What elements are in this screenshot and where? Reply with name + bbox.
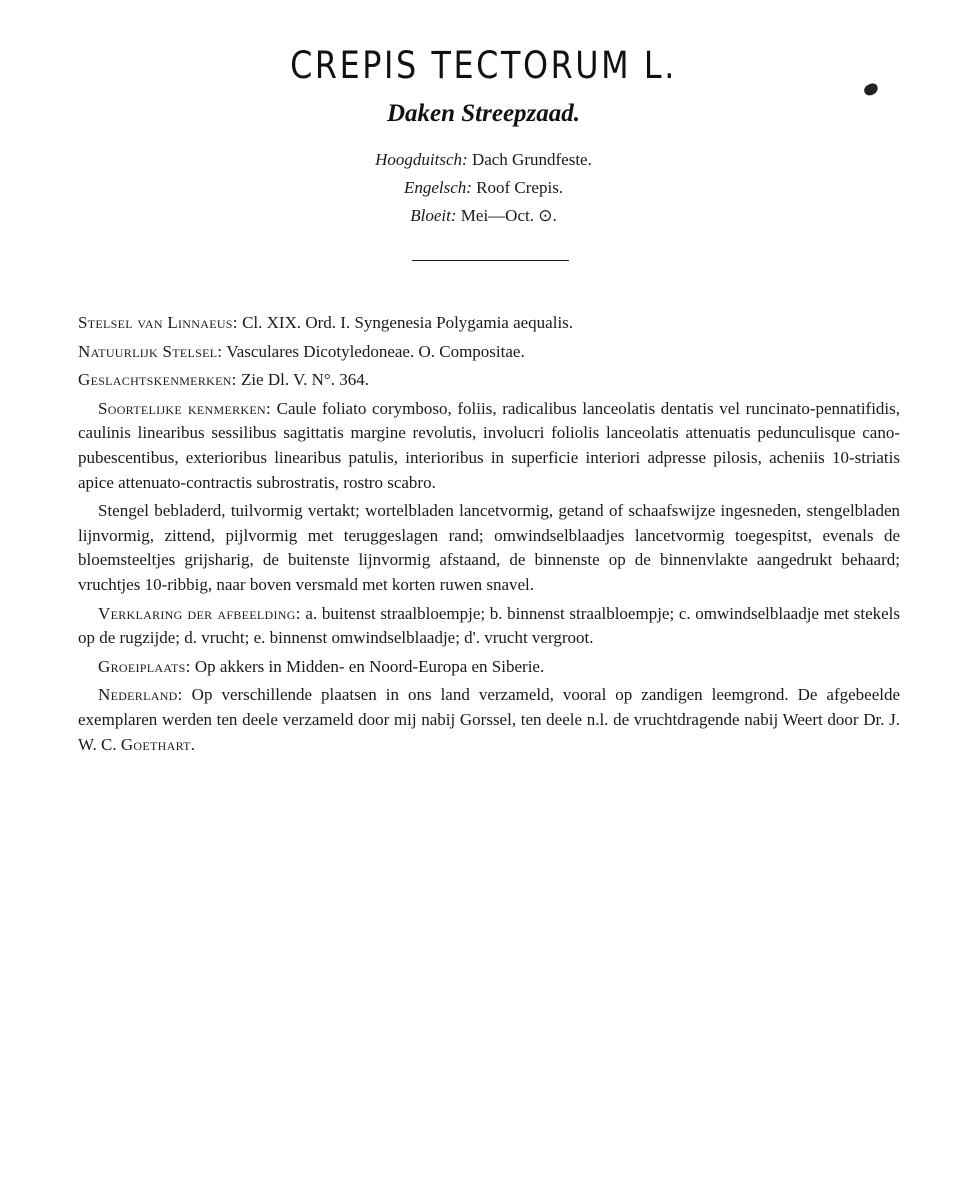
figure-text: a. buitenst straalbloempje; b. binnenst straalbloempje; c. omwindselblaadje met stekels op de rugzijde; d. vrucht; e. binnenst omwindselblaadje; d'. vrucht vergroot. — [78, 603, 901, 648]
page-title: CREPIS TECTORUM L. — [290, 44, 677, 87]
natural-system-text: Vasculares Dicotyledoneae. O. Compositae. — [226, 341, 525, 361]
german-name-line — [0, 146, 967, 174]
bloom-line — [0, 202, 967, 230]
habitat-label: Groeiplaats: — [98, 656, 191, 676]
genus-label: Geslachtskenmerken: — [78, 370, 237, 390]
linnaeus-text: Cl. XIX. Ord. I. Syngenesia Polygamia aequalis. — [242, 313, 574, 332]
description-body — [78, 311, 900, 757]
netherlands-text: Op verschillende plaatsen in ons land verzameld, vooral op zandigen leemgrond. De afgebeelde exemplaren werden ten deele verzameld door mij nabij Gorssel, ten deele n.l. de vruchtdragende nabij Weert door Dr. J. W. C. — [78, 685, 901, 754]
english-name-line — [0, 174, 967, 202]
collector-name: Goethart. — [120, 734, 196, 754]
english-value: Roof Crepis. — [476, 178, 564, 197]
figure-explanation-paragraph — [78, 602, 900, 651]
netherlands-paragraph — [78, 683, 900, 757]
natural-system-label: Natuurlijk Stelsel: — [78, 341, 223, 361]
german-label: Hoogduitsch: — [375, 150, 468, 169]
genus-text: Zie Dl. V. N°. 364. — [240, 370, 369, 390]
linnaeus-paragraph — [78, 311, 900, 336]
habitat-text: Op akkers in Midden- en Noord-Europa en Siberie. — [194, 656, 545, 676]
linnaeus-label: Stelsel van Linnaeus: — [78, 313, 238, 332]
german-value: Dach Grundfeste. — [471, 150, 592, 169]
bloom-label: Bloeit: — [410, 206, 457, 225]
english-label: Engelsch: — [403, 178, 472, 197]
natural-system-paragraph — [78, 340, 900, 365]
bloom-value: Mei—Oct. ⊙. — [460, 206, 557, 225]
page-subtitle: Daken Streepzaad. — [386, 100, 581, 127]
species-paragraph — [78, 397, 900, 495]
habitat-paragraph — [78, 655, 900, 680]
figure-label: Verklaring der afbeelding: — [98, 603, 301, 623]
genus-paragraph — [78, 368, 900, 393]
common-names — [0, 146, 967, 230]
netherlands-label: Nederland: — [98, 685, 183, 705]
dutch-description-paragraph: Stengel bebladerd, tuilvormig vertakt; wortelbladen lancetvormig, getand of schaafswijze ingesneden, stengelbladen lijnvormig, zittend, pijlvormig met teruggeslagen rand; omwindselblaadjes lancetvormig toegespitst, evenals de bloemsteeltjes grijsharig, de buitenste lijnvormig afstaand, de binnenste op de binnenvlakte aangedrukt behaard; vruchtjes 10-ribbig, naar boven versmald met korten ruwen snavel. — [78, 501, 900, 594]
species-text: Caule foliato corymboso, foliis, radicalibus lanceolatis dentatis vel runcinato-pennatifidis, caulinis linearibus sessilibus sagittatis margine revolutis, involucri foliolis lanceolatis attenuatis pedunculisque cano-pubescentibus, exterioribus linearibus patulis, interioribus in superficie interiori adpresse pilosis, acheniis 10-striatis apice attenuato-contractis subrostratis, rostro scabro. — [78, 398, 901, 492]
divider-rule — [412, 260, 569, 261]
species-label: Soortelijke kenmerken: — [98, 398, 272, 418]
